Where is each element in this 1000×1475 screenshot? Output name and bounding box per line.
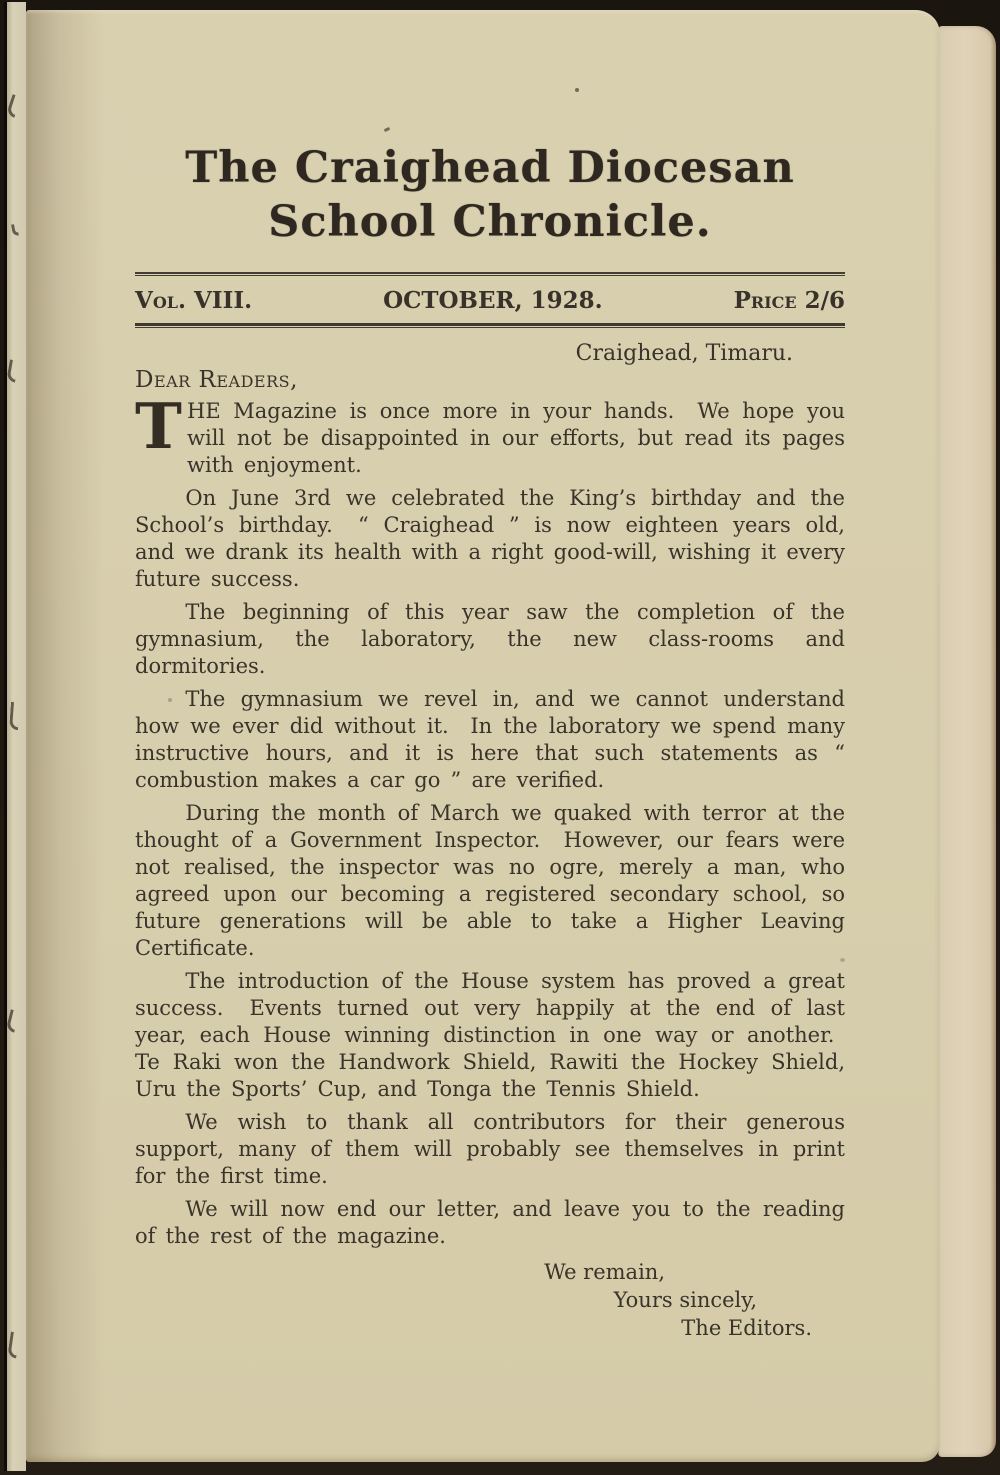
salutation: Dear Readers, [135,366,298,393]
volume-label: Vol. VIII. [135,286,253,314]
binding-stitch [5,1009,19,1033]
paragraph: The gymnasium we revel in, and we cannot understand how we ever did without it. In the laboratory we spend many instructive hours, and it is here that such statements as “ combustion makes a car go ” are verified. [135,686,845,792]
double-rule-top [135,272,845,276]
opening-paragraph-text: HE Magazine is once more in your hands. We hope you will not be disappointed in our efforts, but read its pages with enjoyment. [187,398,845,477]
masthead-title: The Craighead Diocesan School Chronicle. [185,143,795,247]
book-gutter-pages [4,2,26,1471]
binding-stitch [6,359,19,382]
issue-date: OCTOBER, 1928. [383,286,603,314]
address-line: Craighead, Timaru. [575,340,793,366]
drop-cap: T [135,388,182,463]
paragraph: The introduction of the House system has proved a great success. Events turned out very happily at the end of last year, each House winning distinction in one way or another. Te Raki won the Handwork Shield, Rawiti the Hockey Shield, Uru the Sports’ Cup, and Tonga the Tennis Shield. [135,968,845,1101]
paragraph: We wish to thank all contributors for their generous support, many of them will probably see themselves in print for the first time. [135,1109,845,1188]
binding-stitch [9,702,20,731]
editorial-letter [135,341,845,1342]
ink-speck [168,698,172,702]
paragraph: During the month of March we quaked with terror at the thought of a Government Inspector. However, our fears were not realised, the inspector was no ogre, merely a man, who agreed upon our becoming a registered secondary school, so future generations will be able to take a Higher Leaving Certificate. [135,800,845,960]
closing-block [135,1258,845,1342]
binding-stitch [11,224,19,237]
price-label: Price 2/6 [733,286,845,314]
closing-line-1: We remain, [544,1259,665,1284]
closing-line-2: Yours sincely, [613,1287,757,1312]
opening-paragraph [135,388,845,479]
closing-line-3: The Editors. [681,1315,812,1340]
binding-stitch [6,94,21,118]
magazine-page [26,10,940,1462]
paragraph: On June 3rd we celebrated the King’s birthday and the School’s birthday. “ Craighead ” is now eighteen years old, and we drank its health with a right good-will, wishing it every future success. [135,485,845,591]
book-fore-edge [938,26,996,1457]
ink-speck [840,958,845,962]
paragraph: The beginning of this year saw the completion of the gymnasium, the laboratory, the new class-rooms and dormitories. [135,599,845,678]
issue-bar [135,287,845,314]
binding-stitch [7,1332,20,1359]
double-rule-bottom [135,323,845,328]
paragraph: We will now end our letter, and leave you to the reading of the rest of the magazine. [135,1196,845,1248]
ink-speck [575,88,579,92]
